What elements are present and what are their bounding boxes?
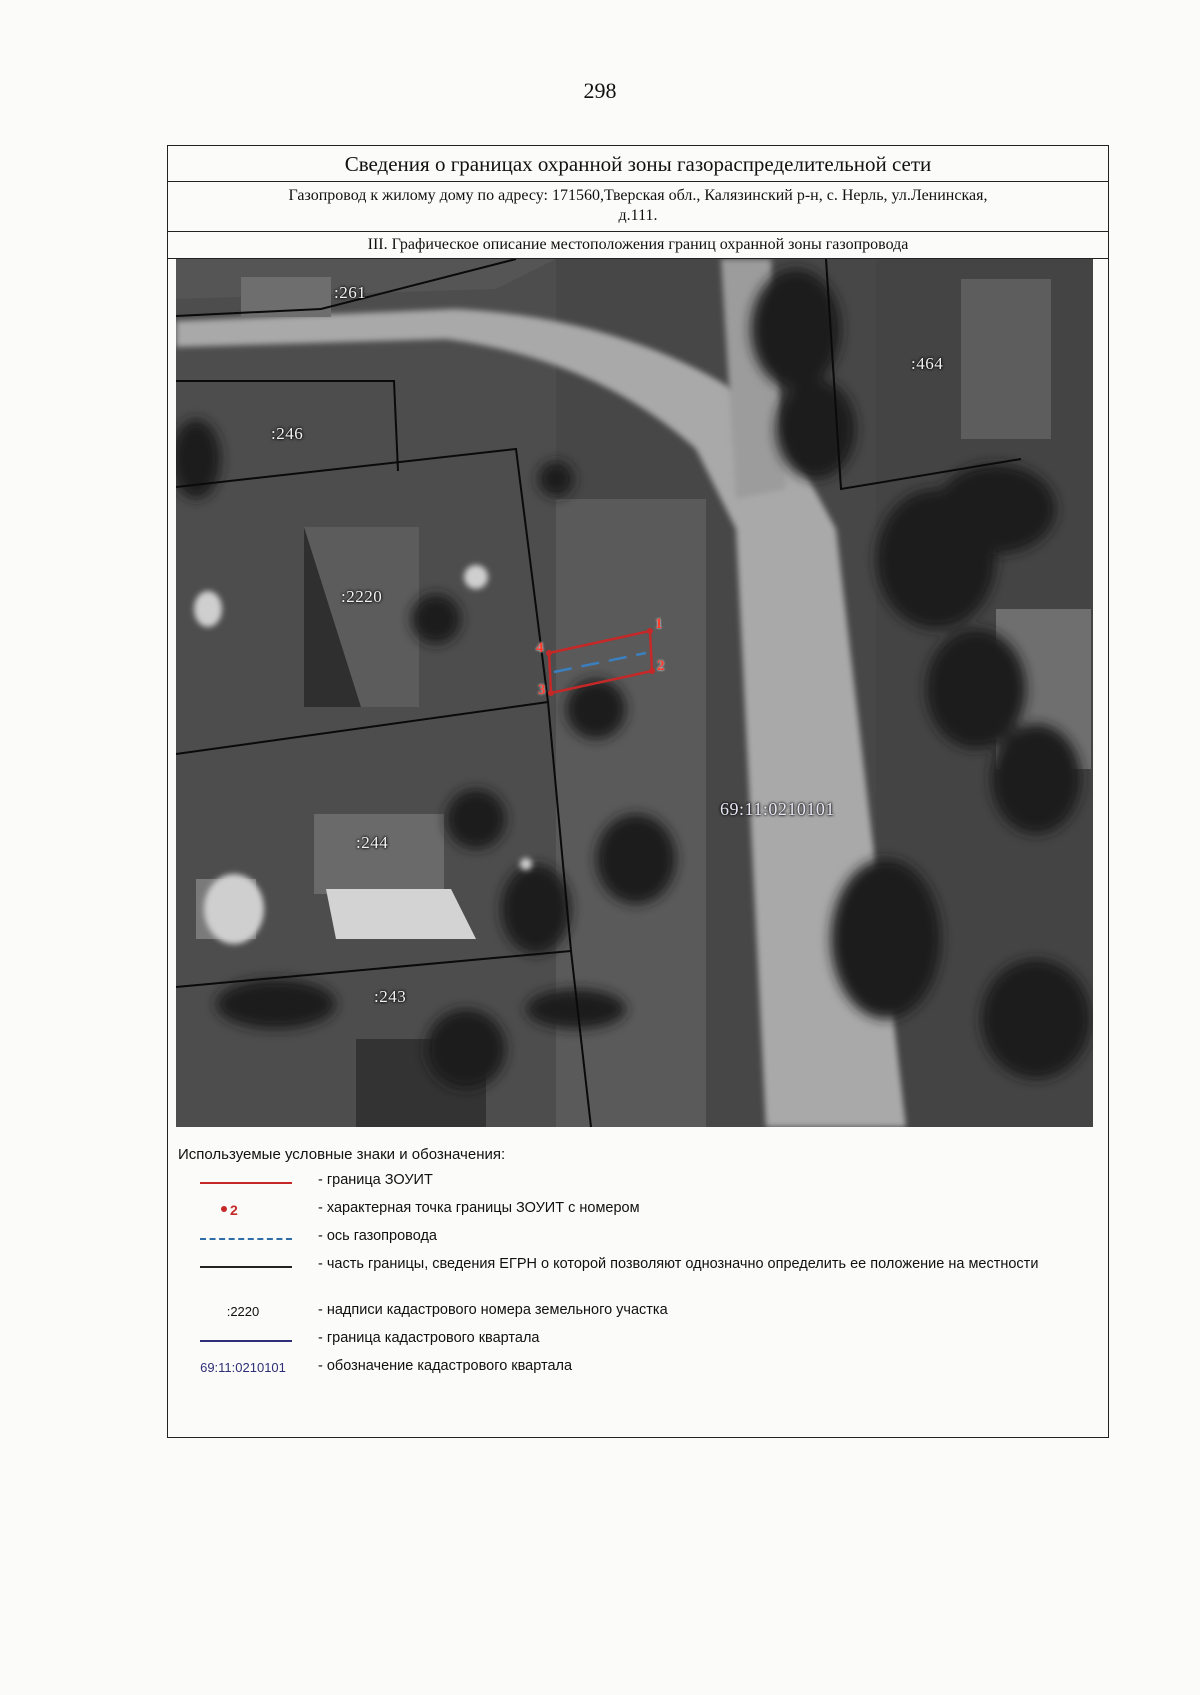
aerial-imagery [176, 259, 1093, 1127]
legend-item-egrn-boundary: - часть границы, сведения ЕГРН о которой позволяют однозначно определить ее положение на местности [178, 1255, 1088, 1301]
legend-item-zone-boundary: - граница ЗОУИТ [178, 1171, 1088, 1199]
legend-item-gas-axis: - ось газопровода [178, 1227, 1088, 1255]
point-label-4: 4 [536, 640, 544, 656]
parcel-label-261: :261 [334, 283, 367, 302]
parcel-label-243: :243 [374, 987, 407, 1006]
quarter-label-symbol: 69:11:0210101 [200, 1360, 286, 1375]
navy-line-symbol [178, 1329, 318, 1353]
parcel-label-symbol: :2220 [226, 1304, 260, 1319]
black-line-symbol [178, 1255, 318, 1279]
parcel-label-2220: :2220 [341, 587, 383, 606]
parcel-label-246: :246 [271, 424, 304, 443]
parcel-label-464: :464 [911, 354, 944, 373]
legend-item-quarter-label: 69:11:0210101 - обозначение кадастрового квартала [178, 1357, 1088, 1385]
point-symbol: 2 [230, 1202, 238, 1218]
point-label-3: 3 [538, 682, 546, 698]
object-description-line2: д.111. [618, 207, 658, 224]
aerial-map [176, 259, 1093, 1127]
red-line-symbol [178, 1171, 318, 1195]
page-number: 298 [583, 78, 617, 103]
legend-title: Используемые условные знаки и обозначения: [178, 1146, 506, 1163]
point-label-1: 1 [655, 616, 663, 632]
legend-item-quarter-boundary: - граница кадастрового квартала [178, 1329, 1088, 1357]
legend-item-parcel-label: :2220 - надписи кадастрового номера земельного участка [178, 1301, 1088, 1329]
section-title: III. Графическое описание местоположения границ охранной зоны газопровода [168, 232, 1108, 259]
dashed-line-symbol [178, 1227, 318, 1251]
parcel-label-244: :244 [356, 833, 389, 852]
document-title: Сведения о границах охранной зоны газораспределительной сети [168, 146, 1108, 182]
object-description-line1: Газопровод к жилому дому по адресу: 171560,Тверская обл., Калязинский р-н, с. Нерль, ул.Ленинская, [288, 187, 988, 204]
point-label-2: 2 [657, 658, 665, 674]
document-frame [167, 145, 1109, 1438]
legend [178, 1146, 1088, 1385]
object-description [168, 182, 1108, 232]
legend-item-boundary-point: 2 - характерная точка границы ЗОУИТ с номером [178, 1199, 1088, 1227]
cadastral-quarter-label: 69:11:0210101 [720, 799, 835, 819]
